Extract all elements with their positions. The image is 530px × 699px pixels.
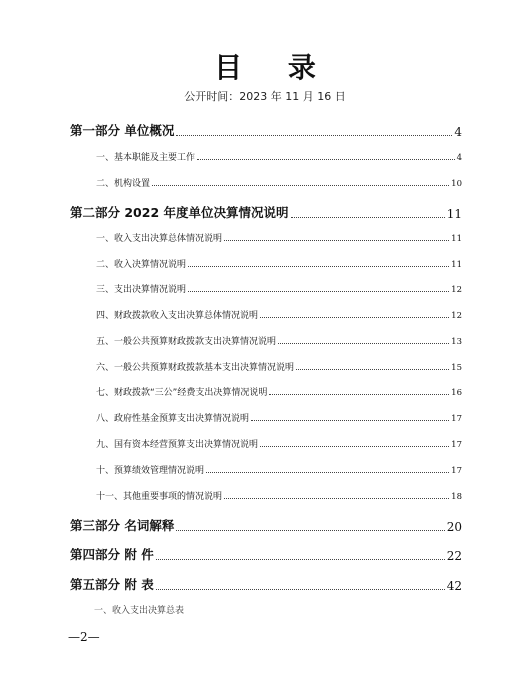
toc-leader-dots (251, 419, 449, 421)
toc-leader-dots (176, 529, 444, 531)
toc-entry[interactable] (96, 176, 462, 189)
toc-entry[interactable] (96, 360, 462, 373)
toc-entry[interactable] (96, 150, 462, 163)
toc-entry[interactable] (96, 334, 462, 347)
toc-entry[interactable] (96, 308, 462, 321)
toc-entry[interactable] (96, 231, 462, 244)
toc-entry-label: 二、机构设置 (96, 179, 151, 189)
toc-entry-page: 16 (451, 388, 462, 398)
toc-entry-page: 22 (446, 549, 462, 563)
toc-entry[interactable] (96, 463, 462, 476)
toc-entry-page: 20 (446, 520, 462, 534)
toc-entry[interactable] (70, 516, 462, 534)
toc-entry-page: 17 (451, 440, 462, 450)
toc-entry-label: 二、收入决算情况说明 (96, 260, 187, 270)
toc-entry-page: 13 (451, 337, 462, 347)
page-number: —2— (68, 630, 100, 644)
toc-entry-label: 六、一般公共预算财政拨款基本支出决算情况说明 (96, 363, 295, 373)
toc-leader-dots (224, 497, 449, 499)
toc-entry[interactable] (70, 575, 462, 593)
toc-entry-page: 11 (451, 234, 462, 244)
toc-entry-label: 第四部分 附 件 (70, 547, 154, 562)
toc-entry-label: 七、财政拨款“三公”经费支出决算情况说明 (96, 388, 268, 398)
toc-leader-dots (176, 134, 452, 136)
toc-entry-label: 五、一般公共预算财政拨款支出决算情况说明 (96, 337, 277, 347)
toc-entry-page: 11 (451, 260, 462, 270)
toc-entry-label: 十、预算绩效管理情况说明 (96, 466, 205, 476)
toc-leader-dots (156, 558, 445, 560)
appendix-table-caption: 一、收入支出决算总表 (94, 606, 185, 616)
toc-leader-dots (260, 316, 449, 318)
toc-leader-dots (156, 588, 445, 590)
toc-entry-page: 17 (451, 466, 462, 476)
toc-entry-label: 第二部分 2022 年度单位决算情况说明 (70, 205, 289, 220)
toc-entry-page: 10 (451, 179, 462, 189)
toc-entry-page: 15 (451, 363, 462, 373)
toc-entry-label: 四、财政拨款收入支出决算总体情况说明 (96, 311, 259, 321)
toc-leader-dots (291, 216, 445, 218)
toc-entry-label: 十一、其他重要事项的情况说明 (96, 492, 223, 502)
toc-entry[interactable] (96, 437, 462, 450)
toc-entry-label: 三、支出决算情况说明 (96, 285, 187, 295)
toc-leader-dots (188, 290, 449, 292)
toc-entry-page: 11 (446, 207, 462, 221)
toc-entry-page: 12 (451, 285, 462, 295)
toc-entry[interactable] (70, 545, 462, 563)
toc-entry[interactable] (96, 385, 462, 398)
publish-date: 公开时间：2023 年 11 月 16 日 (184, 90, 346, 103)
toc-entry-page: 17 (451, 414, 462, 424)
toc-entry-page: 18 (451, 492, 462, 502)
toc-leader-dots (188, 265, 449, 267)
toc-leader-dots (224, 239, 449, 241)
toc-entry-label: 九、国有资本经营预算支出决算情况说明 (96, 440, 259, 450)
toc-entry-page: 42 (446, 579, 462, 593)
page-title: 目 录 (214, 51, 334, 84)
toc-entry-page: 4 (456, 153, 462, 163)
toc-entry[interactable] (96, 411, 462, 424)
toc-leader-dots (206, 471, 449, 473)
toc-entry-page: 12 (451, 311, 462, 321)
toc-entry-label: 第五部分 附 表 (70, 577, 154, 592)
toc-leader-dots (269, 393, 449, 395)
toc-leader-dots (152, 184, 449, 186)
toc-entry-label: 第三部分 名词解释 (70, 518, 175, 533)
toc-entry[interactable] (96, 282, 462, 295)
toc-leader-dots (278, 342, 449, 344)
toc-entry-label: 一、收入支出决算总体情况说明 (96, 234, 223, 244)
toc-leader-dots (296, 368, 449, 370)
toc-entry[interactable] (70, 121, 462, 139)
toc-entry[interactable] (96, 489, 462, 502)
toc-entry[interactable] (70, 203, 462, 221)
toc-entry-page: 4 (454, 125, 462, 139)
toc-leader-dots (197, 158, 455, 160)
toc-entry[interactable] (96, 257, 462, 270)
toc-entry-label: 第一部分 单位概况 (70, 123, 175, 138)
toc-leader-dots (260, 445, 449, 447)
toc-entry-label: 八、政府性基金预算支出决算情况说明 (96, 414, 250, 424)
toc-entry-label: 一、基本职能及主要工作 (96, 153, 196, 163)
